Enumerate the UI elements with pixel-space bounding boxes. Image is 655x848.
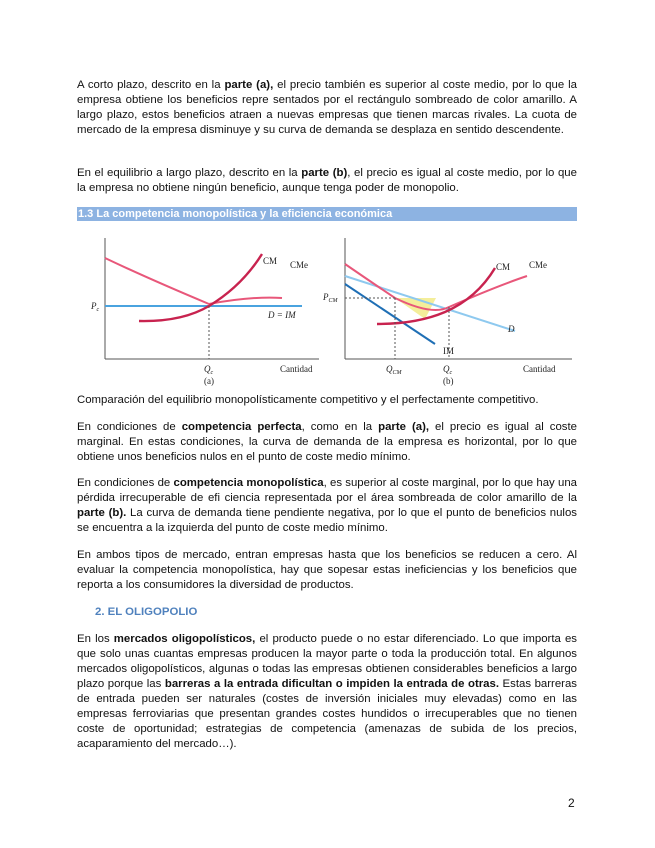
panel-a-demand-label: D = IM	[268, 310, 296, 320]
paragraph-market-entry: En ambos tipos de mercado, entran empresas hasta que los beneficios se reducen a cero. Al evaluar la competencia monopolística, hay que sopesar estas ineficiencias y los beneficios que reporta a los consumidores la diversidad de productos.	[77, 549, 577, 591]
panel-b-qcm-label: $Q_{CM}$	[386, 364, 402, 376]
panel-a-axis-label: Cantidad	[280, 364, 313, 374]
panel-a-cm-label: CM	[263, 256, 278, 266]
comparison-figure	[77, 226, 577, 388]
paragraph-perfect-competition: En condiciones de competencia perfecta, como en la parte (a), el precio es igual al coste marginal. En estas condiciones, la curva de demanda de la empresa es horizontal, por lo que obtiene unos beneficios nulos en el punto de coste medio mínimo.	[77, 421, 577, 463]
panel-b-demand-label: D	[508, 324, 515, 334]
panel-a-panel-label: (a)	[204, 376, 214, 386]
panel-b-mr-label: IM	[443, 346, 454, 356]
panel-a-qty-label: $Q_c$	[204, 364, 214, 376]
panel-a-price-label: $P_c$	[91, 301, 100, 313]
panel-b-cme-label: CMe	[529, 260, 547, 270]
section-title: 1.3 La competencia monopolística y la eficiencia económica	[77, 207, 577, 221]
panel-b-price-label: $P_{CM}$	[323, 292, 338, 304]
paragraph-short-run: A corto plazo, descrito en la parte (a), el precio también es superior al coste medio, por lo que la empresa obtiene los beneficios repre sentados por el rectángulo sombreado de color amarillo. A largo plazo, estos beneficios atraen a nuevas empresas que tienen marcas rivales. La cuota de mercado de la empresa disminuye y su curva de demanda se desplaza en sentido descendente.	[77, 79, 577, 136]
paragraph-oligopoly: En los mercados oligopolísticos, el producto puede o no estar diferenciado. Lo que importa es que solo unas cuantas empresas producen la mayor parte o toda la producción total. En algunos mercados oligopolísticos, algunas o todas las empresas obtienen considerables beneficios a largo plazo porque las barreras a la entrada dificultan o impiden la entrada de otras. Estas barreras de entrada pueden ser naturales (costes de inversión iniciales muy elevadas) como en las empresas ferroviarias que presentan grandes costes hundidos o irrecuperables que no tienen coste de oportunidad; estrategias de competencia (amenazas de subida de los precios, acaparamiento del mercado…).	[77, 633, 578, 750]
panel-b-cm-label: CM	[496, 262, 511, 272]
panel-b-qc-label: $Q_c$	[443, 364, 453, 376]
panel-b-axis-label: Cantidad	[523, 364, 556, 374]
panel-a-cme-label: CMe	[290, 260, 308, 270]
figure-caption: Comparación del equilibrio monopolísticamente competitivo y el perfectamente competitivo.	[77, 394, 539, 406]
section-heading-oligopoly: 2. EL OLIGOPOLIO	[95, 606, 198, 618]
panel-b-panel-label: (b)	[443, 376, 454, 386]
page-number: 2	[568, 796, 575, 810]
paragraph-monopolistic-competition: En condiciones de competencia monopolística, es superior al coste marginal, por lo que hay una pérdida irrecuperable de efi ciencia representada por el área sombreada de color amarillo de la parte (b). La curva de demanda tiene pendiente negativa, por lo que el punto de beneficios nulos se encuentra a la izquierda del punto de coste medio mínimo.	[77, 477, 577, 534]
paragraph-long-run: En el equilibrio a largo plazo, descrito en la parte (b), el precio es igual al coste medio, por lo que la empresa no obtiene ningún beneficio, aunque tenga poder de monopolio.	[77, 167, 577, 194]
